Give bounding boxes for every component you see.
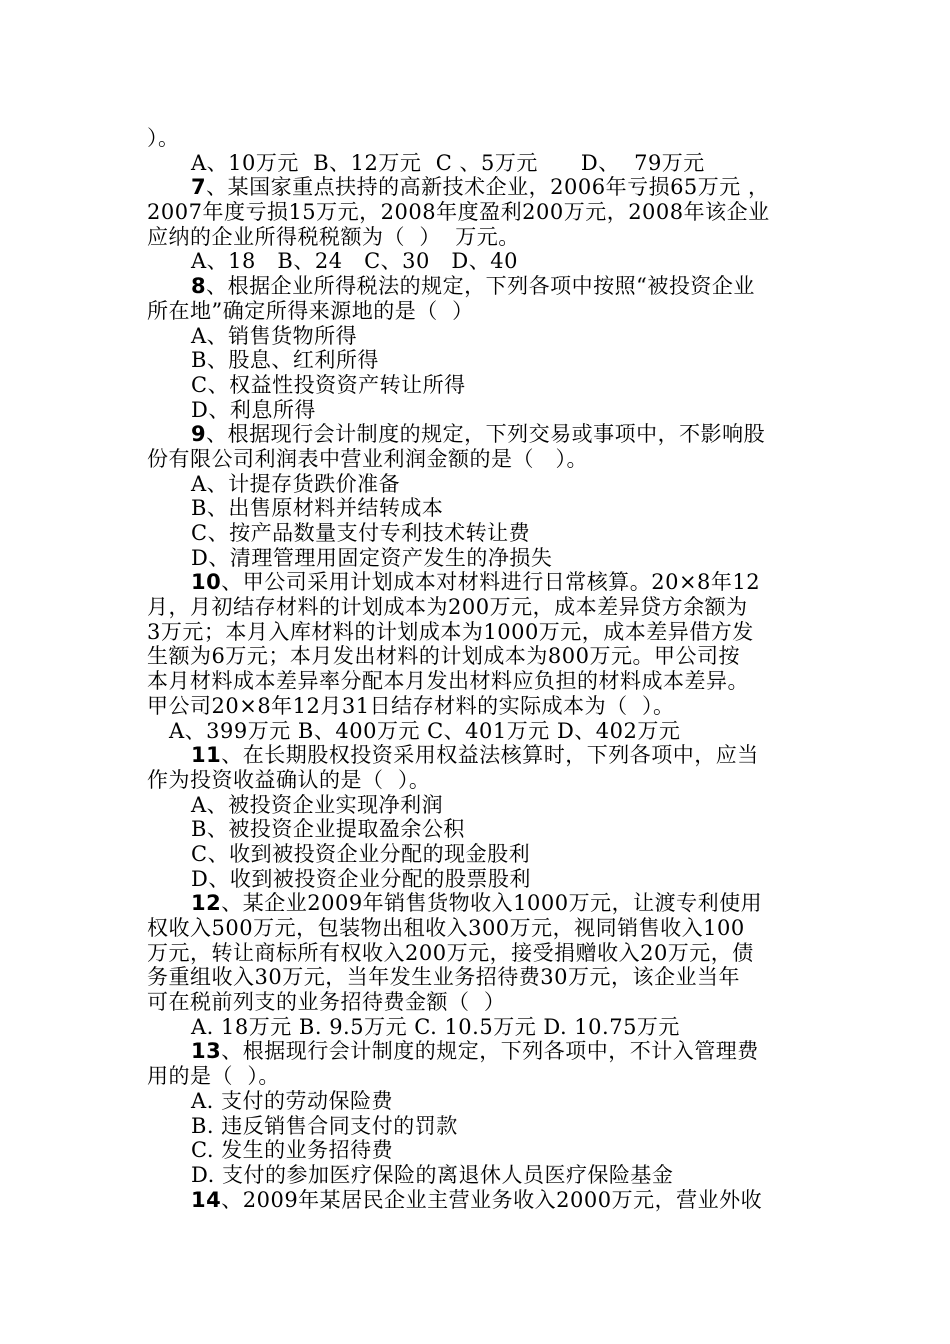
line-text: C、收到被投资企业分配的现金股利: [191, 841, 531, 866]
line-text: 、在长期股权投资采用权益法核算时，下列各项中，应当: [221, 743, 759, 768]
line-text: 、某企业2009年销售货物收入1000万元，让渡专利使用: [221, 891, 763, 916]
line-text: 、根据企业所得税法的规定，下列各项中按照“被投资企业: [206, 274, 755, 299]
line-text: 务重组收入30万元，当年发生业务招待费30万元，该企业当年: [147, 965, 740, 990]
question-number: 14: [191, 1187, 222, 1212]
line-text: A、399万元 B、400万元 C、401万元 D、402万元: [169, 718, 681, 743]
question-line: [147, 1039, 812, 1064]
line-text: 、某国家重点扶持的高新技术企业，2006年亏损65万元 ，: [206, 175, 770, 200]
text-line: [147, 1138, 812, 1163]
text-line: [147, 768, 812, 793]
question-line: [147, 1188, 812, 1213]
text-line: [147, 1114, 812, 1139]
text-line: [147, 496, 812, 521]
line-text: B、出售原材料并结转成本: [191, 496, 444, 521]
text-line: [147, 669, 812, 694]
text-line: [147, 817, 812, 842]
text-line: [147, 225, 812, 250]
line-text: C、按产品数量支付专利技术转让费: [191, 521, 531, 545]
text-line: [147, 842, 812, 867]
text-line: [147, 620, 812, 645]
line-text: D、收到被投资企业分配的股票股利: [191, 866, 531, 891]
line-text: A. 18万元 B. 9.5万元 C. 10.5万元 D. 10.75万元: [191, 1014, 680, 1039]
text-line: [147, 472, 812, 497]
text-line: [147, 200, 812, 225]
line-text: 应纳的企业所得税税额为（ ） 万元。: [147, 224, 520, 249]
line-text: 、根据现行会计制度的规定，下列交易或事项中，不影响股: [206, 422, 766, 447]
line-text: 、甲公司采用计划成本对材料进行日常核算。20×8年12: [221, 570, 761, 595]
question-number: 11: [191, 743, 222, 768]
text-line: [147, 990, 812, 1015]
line-text: A、被投资企业实现净利润: [191, 792, 444, 817]
line-text: 份有限公司利润表中营业利润金额的是（ ）。: [147, 446, 589, 471]
line-text: 所在地”确定所得来源地的是（ ）: [147, 298, 474, 323]
line-text: 本月材料成本差异率分配本月发出材料应负担的材料成本差异。: [147, 669, 749, 694]
line-text: ）。: [147, 126, 180, 150]
question-number: 10: [191, 570, 222, 595]
question-number: 7: [191, 175, 207, 200]
line-text: 作为投资收益确认的是（ ）。: [147, 767, 431, 792]
line-text: D、利息所得: [191, 397, 316, 422]
line-text: A、计提存货跌价准备: [191, 471, 401, 496]
text-line: [147, 398, 812, 423]
line-text: 2007年度亏损15万元，2008年度盈利200万元，2008年该企业: [147, 200, 770, 225]
line-text: 万元，转让商标所有权收入200万元，接受捐赠收入20万元，债: [147, 940, 754, 965]
line-text: 用的是（ ）。: [147, 1064, 280, 1089]
text-line: [147, 793, 812, 818]
text-line: [147, 916, 812, 941]
line-text: 可在税前列支的业务招待费金额（ ）: [147, 990, 506, 1015]
text-line: [147, 324, 812, 349]
line-text: 甲公司20×8年12月31日结存材料的实际成本为（ ）。: [147, 693, 675, 718]
line-text: D. 支付的参加医疗保险的离退休人员医疗保险基金: [191, 1162, 674, 1187]
text-line: [147, 965, 812, 990]
question-number: 9: [191, 422, 207, 447]
line-text: B. 违反销售合同支付的罚款: [191, 1113, 458, 1138]
document-body: [147, 126, 812, 1212]
text-line: [147, 1064, 812, 1089]
line-text: D、清理管理用固定资产发生的净损失: [191, 545, 553, 570]
text-line: [147, 546, 812, 571]
line-text: 生额为6万元；本月发出材料的计划成本为800万元。甲公司按: [147, 644, 740, 669]
text-line: [147, 1089, 812, 1114]
text-line: [147, 941, 812, 966]
line-text: 、2009年某居民企业主营业务收入2000万元，营业外收: [221, 1187, 763, 1212]
text-line: [147, 249, 812, 274]
line-text: C. 发生的业务招待费: [191, 1138, 394, 1163]
line-text: B、股息、红利所得: [191, 348, 379, 373]
line-text: 月，月初结存材料的计划成本为200万元，成本差异贷方余额为: [147, 595, 748, 620]
text-line: [147, 299, 812, 324]
text-line: [147, 126, 812, 151]
text-line: [147, 595, 812, 620]
line-text: A、10万元 B、12万元 C 、5万元 D、 79万元: [191, 150, 705, 175]
line-text: A. 支付的劳动保险费: [191, 1088, 394, 1113]
text-line: [147, 348, 812, 373]
line-text: C、权益性投资资产转让所得: [191, 372, 466, 397]
text-line: [147, 719, 812, 744]
line-text: 、根据现行会计制度的规定，下列各项中，不计入管理费: [221, 1039, 759, 1064]
text-line: [147, 373, 812, 398]
text-line: [147, 644, 812, 669]
question-number: 13: [191, 1039, 222, 1064]
text-line: [147, 1015, 812, 1040]
question-line: [147, 743, 812, 768]
question-line: [147, 274, 812, 299]
question-line: [147, 422, 812, 447]
text-line: [147, 447, 812, 472]
line-text: 权收入500万元，包装物出租收入300万元，视同销售收入100: [147, 916, 745, 940]
text-line: [147, 694, 812, 719]
question-number: 8: [191, 274, 207, 299]
line-text: 3万元；本月入库材料的计划成本为1000万元，成本差异借方发: [147, 619, 754, 644]
question-line: [147, 570, 812, 595]
text-line: [147, 521, 812, 546]
line-text: A、18 B、24 C、30 D、40: [191, 249, 518, 274]
line-text: A、销售货物所得: [191, 323, 358, 348]
question-line: [147, 175, 812, 200]
line-text: B、被投资企业提取盈余公积: [191, 817, 465, 842]
text-line: [147, 1163, 812, 1188]
text-line: [147, 151, 812, 176]
question-number: 12: [191, 891, 222, 916]
text-line: [147, 867, 812, 892]
question-line: [147, 891, 812, 916]
